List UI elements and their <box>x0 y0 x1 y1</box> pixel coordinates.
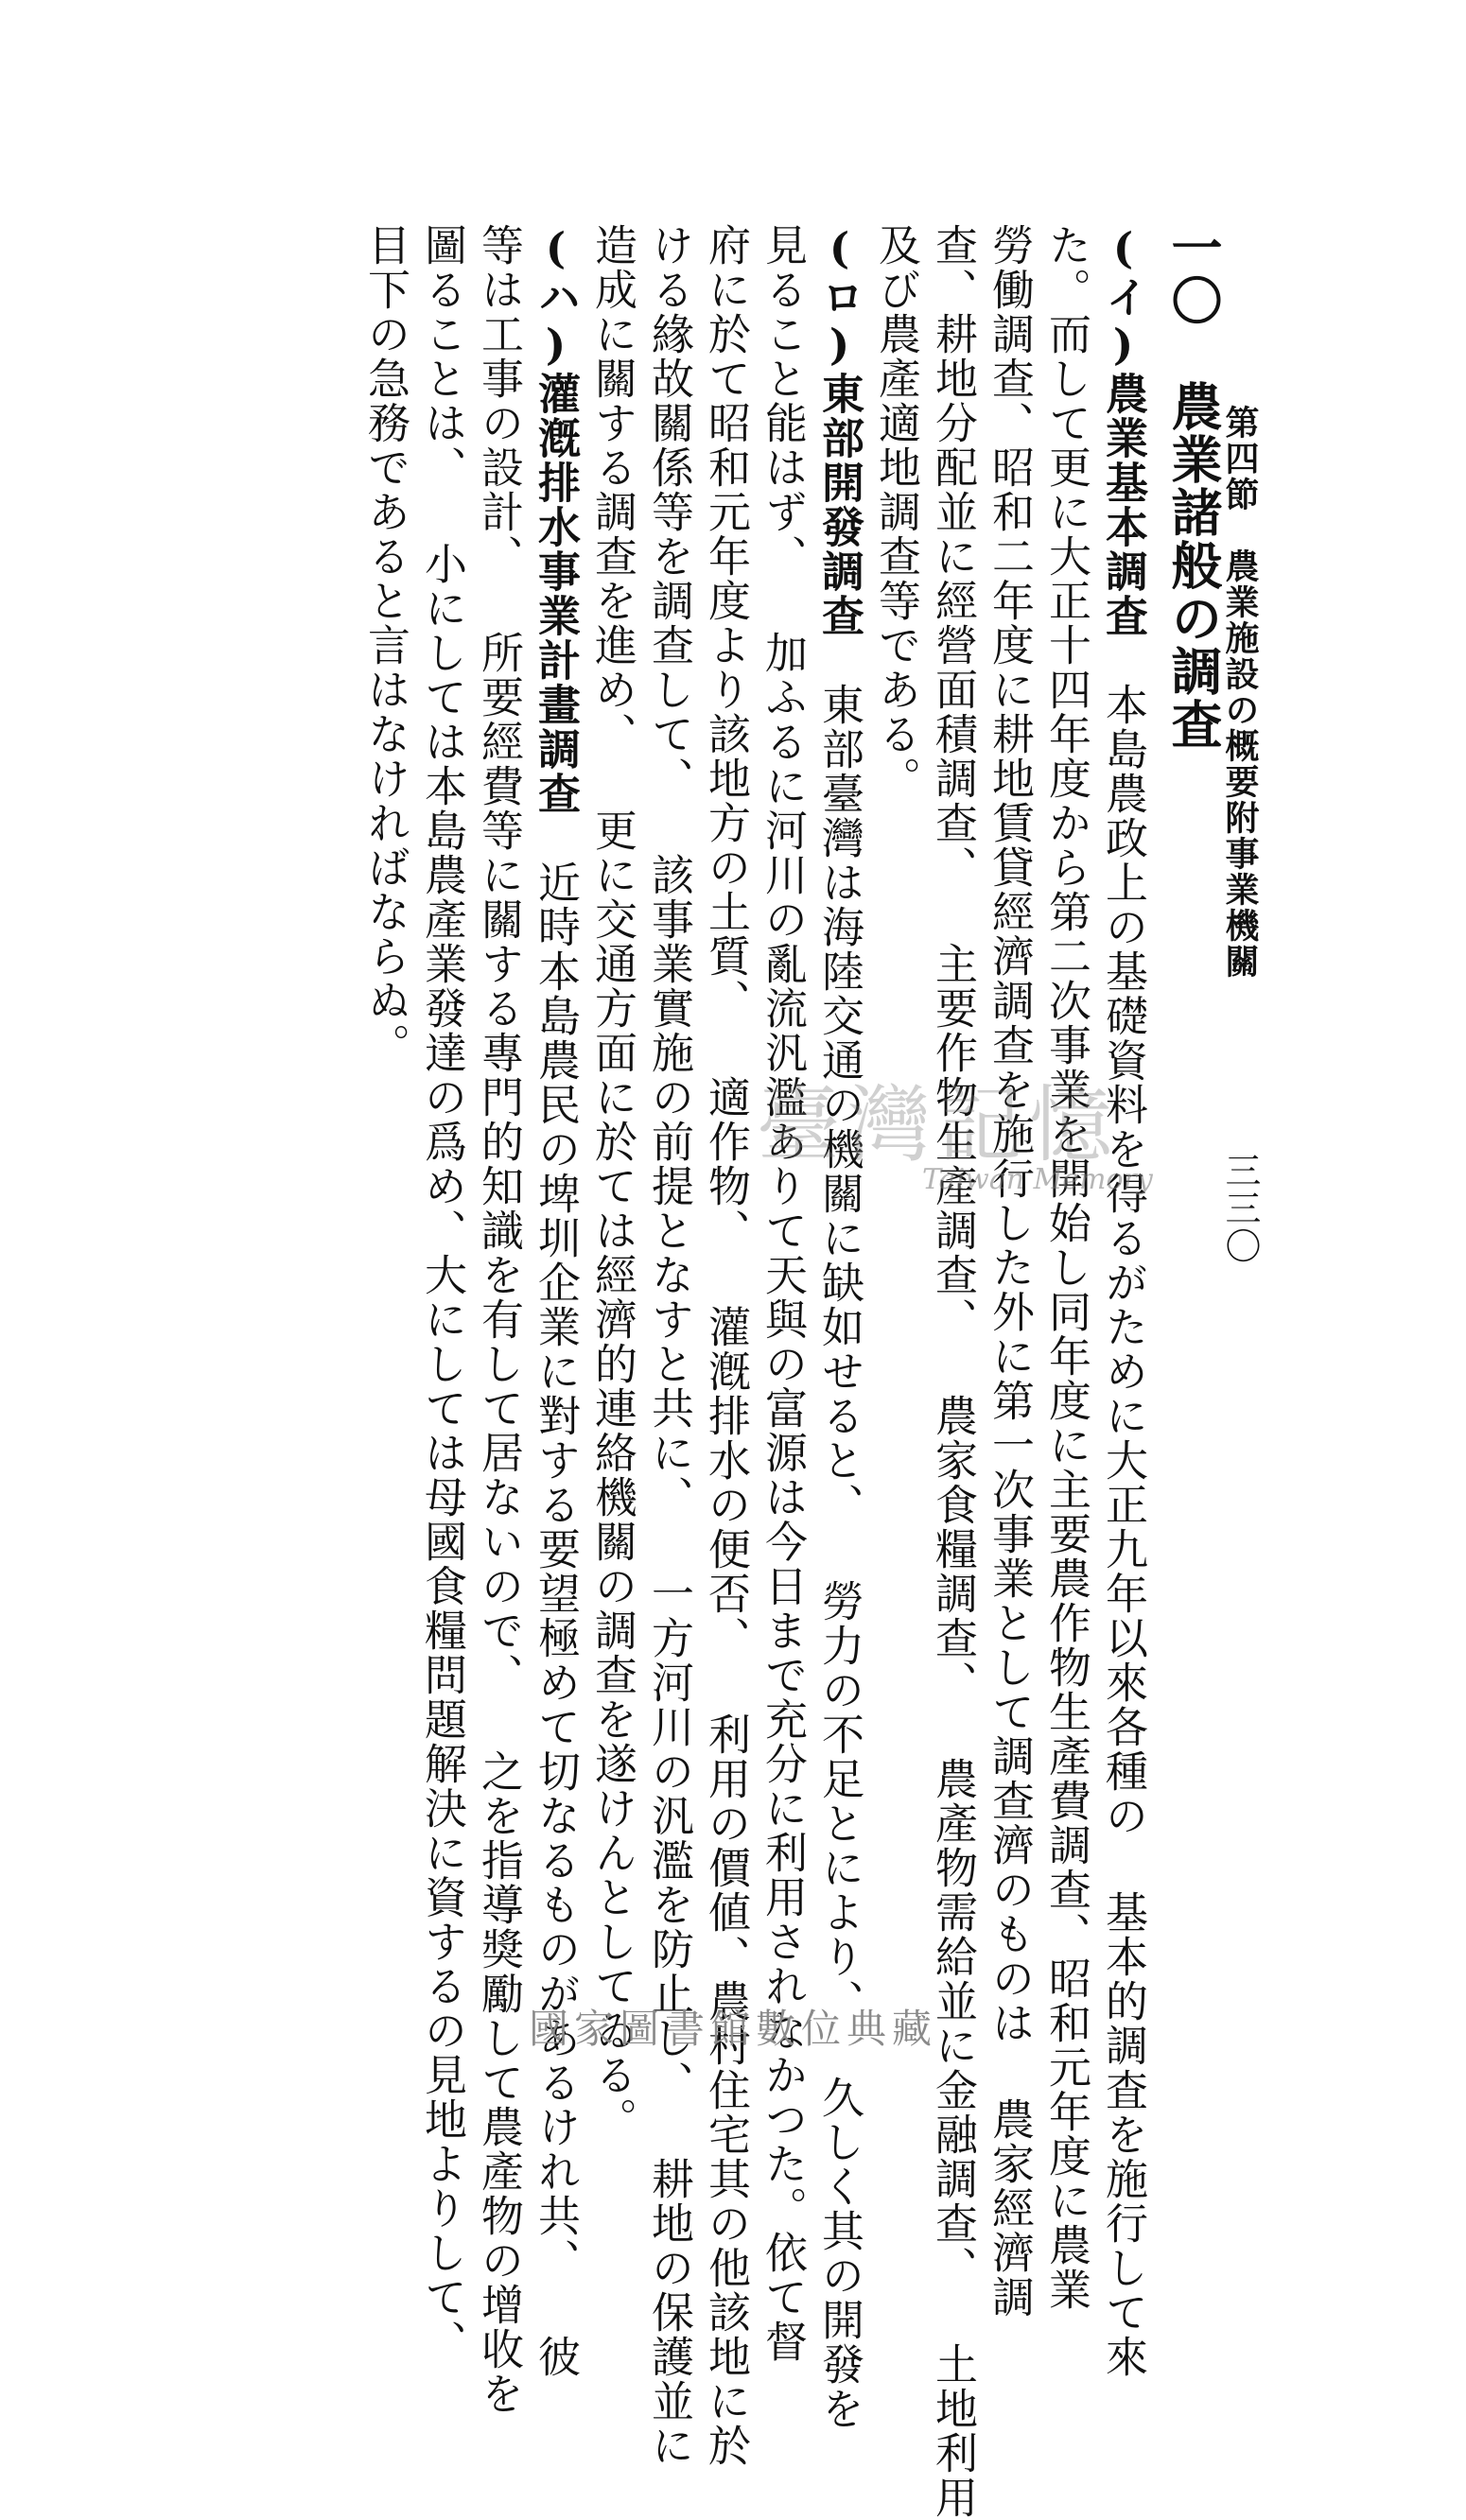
section-header: 第四節 農業施設の概要附事業機關 <box>1220 405 1259 980</box>
paragraph-i-line-2: た。而して更に大正十四年度から第二次事業を開始し同年度に主要農作物生產費調查、昭和元年度に農業 <box>1041 223 1091 2312</box>
page-number: 三三〇 <box>1219 1152 1261 1265</box>
watermark-logo-text: 臺灣記憶 <box>757 1076 1121 1173</box>
paragraph-i-line-3: 勞働調查、昭和二年度に耕地賃貸經濟調查を施行した外に第一次事業として調查濟のものは 農家經濟調 <box>985 223 1035 2320</box>
paragraph-i-line-5: 及び農產適地調查等である。 <box>871 223 921 801</box>
paragraph-ro-text-1: 東部臺灣は海陸交通の機關に缺如せると、 勞力の不足とにより、 久しく其の開發を <box>814 683 864 2431</box>
watermark-subtext: Taiwan Memory <box>922 1163 1153 1196</box>
paragraph-i-heading: 農業基本調査 <box>1098 372 1148 638</box>
footer-credit: 國家圖書館數位典藏 <box>528 2006 937 2052</box>
paragraph-ha-heading: 灌漑排水事業計畫調查 <box>531 372 581 816</box>
paragraph-ha-line-3: 圖ることは、 小にしては本島農產業發達の爲め、大にしては母國食糧問題解決に資するの見地よりして、 <box>417 223 467 2364</box>
paragraph-ro-line-1 <box>814 223 864 2431</box>
paragraph-ro-line-3: 府に於て昭和元年度より該地方の土質、 適作物、 灌漑排水の便否、 利用の價値、農村住宅其の他該地に於 <box>701 223 751 2468</box>
paragraph-i-line-4: 查、耕地分配並に經營面積調查、 主要作物生產調查、 農家食糧調查、 農產物需給並に金融調查、 土地利用 <box>928 223 978 2520</box>
paragraph-ro-line-2: 見ること能はず、 加ふるに河川の亂流汎濫ありて天與の富源は今日まで充分に利用されなかつた。依て督 <box>758 223 808 2364</box>
paragraph-i-line-1 <box>1098 223 1148 2379</box>
paragraph-ro-line-4: ける緣故關係等を調查して、 該事業實施の前提となすと共に、 一方河川の汎濫を防止し、 耕地の保護並に <box>644 223 694 2468</box>
paragraph-ha-line-1 <box>531 223 581 2379</box>
paragraph-ro-line-5: 造成に關する調查を進め、 更に交通方面に於ては經濟的連絡機關の調查を遂けんとしてゐる。 <box>587 223 637 2142</box>
section-title: 一〇 農業諸般の調査 <box>1163 221 1223 751</box>
paragraph-ha-line-2: 等は工事の設計、 所要經費等に關する專門的知識を有して居ないので、 之を指導獎勵して農產物の增收を <box>474 223 524 2416</box>
paragraph-i-text-1: 本島農政上の基礎資料を得るがために大正九年以來各種の 基本的調査を施行して來 <box>1098 683 1148 2379</box>
paragraph-ha-text-1: 近時本島農民の埤圳企業に對する要望極めて切なるものがあるけれ共、 彼 <box>531 860 581 2379</box>
paragraph-i-marker: (イ) <box>1098 223 1148 372</box>
paragraph-ha-line-4: 目下の急務であると言はなければならぬ。 <box>360 223 410 1068</box>
paragraph-ha-marker: (ハ) <box>531 223 581 372</box>
paragraph-ro-heading: 東部開發調查 <box>814 372 864 638</box>
paragraph-ro-marker: (ロ) <box>814 223 864 372</box>
